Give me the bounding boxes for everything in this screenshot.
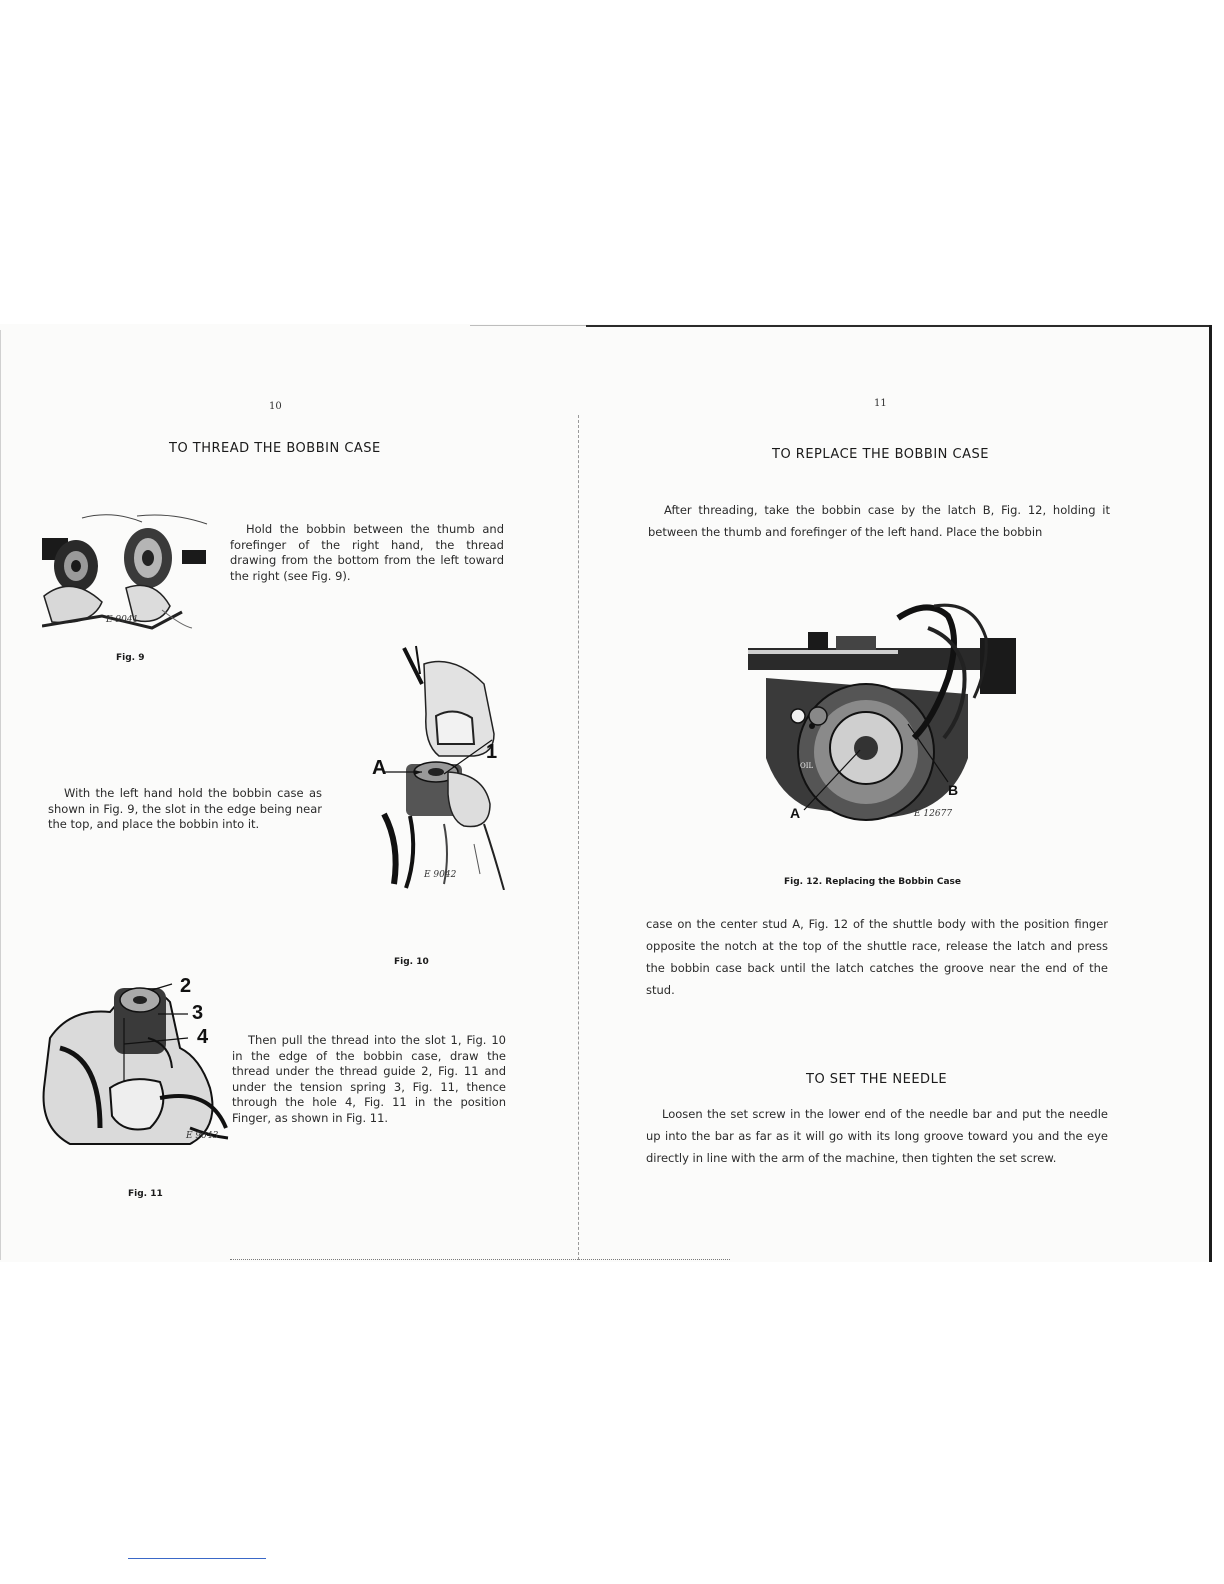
bottom-rule: [230, 1259, 730, 1260]
fig11-label-2: 2: [180, 975, 192, 997]
paragraph-replace-continue: case on the center stud A, Fig. 12 of the shuttle body with the position finger opposite the notch at the top of the shuttle race, release the latch and press the bobbin case back until the latch catches the groove near the end of the stud.: [646, 917, 1108, 997]
fig10-code: E 9042: [424, 870, 457, 880]
fig12-illustration: [748, 598, 1016, 824]
fig10-label-a: A: [372, 757, 387, 779]
fig12-label-a: A: [790, 805, 801, 821]
fig11-label-3: 3: [192, 1002, 204, 1024]
fig12-oil-label: OIL: [800, 762, 814, 770]
fig11-code: E 9043: [186, 1131, 219, 1141]
paragraph-fig11: Then pull the thread into the slot 1, Fig. 10 in the edge of the bobbin case, draw the thread under the thread guide 2, Fig. 11 and under the tension spring 3, Fig. 11, thence through the hole 4, Fig. 11 in the position Finger, as shown in Fig. 11.: [232, 1033, 506, 1125]
paragraph-fig9: Hold the bobbin between the thumb and forefinger of the right hand, the thread drawing from the bottom from the left toward the right (see Fig. 9).: [230, 522, 504, 583]
right-page-edge: [1209, 325, 1212, 1262]
page-number-right: 11: [874, 398, 887, 409]
heading-replace-bobbin-case: TO REPLACE THE BOBBIN CASE: [772, 447, 989, 462]
fig11-caption: Fig. 11: [128, 1189, 163, 1199]
fig12-caption: Fig. 12. Replacing the Bobbin Case: [784, 877, 961, 887]
fig12-code: E 12677: [914, 809, 953, 819]
fig11-label-4: 4: [197, 1026, 209, 1048]
heading-set-needle: TO SET THE NEEDLE: [806, 1072, 948, 1087]
page-gutter: [578, 415, 579, 1260]
fig12-label-b: B: [948, 782, 959, 798]
top-rule: [586, 325, 1212, 327]
fig10-label-1: 1: [486, 741, 498, 763]
fig9-caption: Fig. 9: [116, 653, 145, 663]
fig10-illustration: [344, 644, 514, 890]
page-number-left: 10: [269, 401, 282, 412]
fig9-illustration: [42, 508, 208, 630]
heading-thread-bobbin-case: TO THREAD THE BOBBIN CASE: [169, 441, 381, 456]
paragraph-fig10: With the left hand hold the bobbin case as shown in Fig. 9, the slot in the edge being near the top, and place the bobbin into it.: [48, 786, 322, 831]
paragraph-set-needle: Loosen the set screw in the lower end of the needle bar and put the needle up into the bar as far as it will go with its long groove toward you and the eye directly in line with the arm of the machine, then tighten the set screw.: [646, 1107, 1108, 1165]
fig10-caption: Fig. 10: [394, 957, 429, 967]
blue-underline: [128, 1558, 266, 1559]
top-rule-faint: [470, 325, 586, 326]
left-page-edge: [0, 330, 1, 1260]
fig9-code: E 9041: [106, 615, 139, 625]
paragraph-replace-intro: After threading, take the bobbin case by the latch B, Fig. 12, holding it between the thumb and forefinger of the left hand. Place the bobbin: [648, 503, 1110, 539]
